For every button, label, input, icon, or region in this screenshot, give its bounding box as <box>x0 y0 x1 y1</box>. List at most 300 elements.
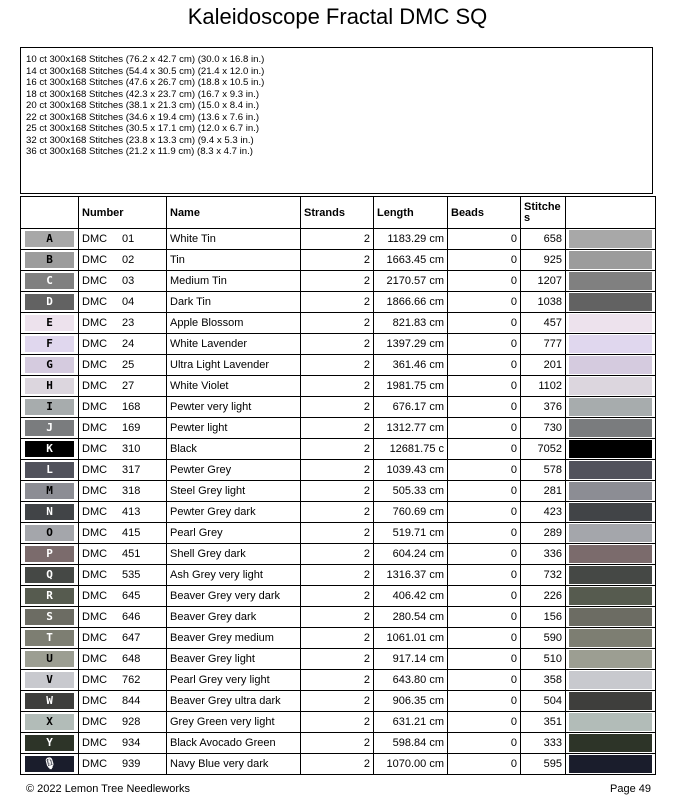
length-cell: 1312.77 cm <box>374 418 448 439</box>
stitches-cell: 730 <box>521 418 566 439</box>
length-cell: 676.17 cm <box>374 397 448 418</box>
length-cell: 1316.37 cm <box>374 565 448 586</box>
color-swatch-cell <box>566 544 656 565</box>
color-swatch <box>569 356 652 374</box>
symbol-chip: Q <box>25 567 74 583</box>
number-cell <box>79 313 167 334</box>
beads-cell: 0 <box>448 334 521 355</box>
color-swatch <box>569 755 652 773</box>
name-cell: White Violet <box>167 376 301 397</box>
number-cell <box>79 376 167 397</box>
table-header-row <box>21 197 656 229</box>
name-cell: Pewter light <box>167 418 301 439</box>
strands-cell: 2 <box>301 712 374 733</box>
table-row <box>21 628 656 649</box>
table-row <box>21 334 656 355</box>
color-swatch <box>569 419 652 437</box>
strands-header: Strands <box>301 197 374 229</box>
symbol-chip: H <box>25 378 74 394</box>
beads-cell: 0 <box>448 439 521 460</box>
brand-label: DMC <box>82 379 108 392</box>
stitches-cell: 226 <box>521 586 566 607</box>
stitches-cell: 777 <box>521 334 566 355</box>
stitches-cell: 333 <box>521 733 566 754</box>
number-cell <box>79 733 167 754</box>
symbol-chip: W <box>25 693 74 709</box>
color-swatch <box>569 335 652 353</box>
stitches-cell: 423 <box>521 502 566 523</box>
symbol-chip: I <box>25 399 74 415</box>
length-cell: 1039.43 cm <box>374 460 448 481</box>
stitches-cell: 1207 <box>521 271 566 292</box>
symbol-cell <box>21 502 79 523</box>
number-cell <box>79 628 167 649</box>
fabric-size-line: 32 ct 300x168 Stitches (23.8 x 13.3 cm) (9.4 x 5.3 in.) <box>26 134 254 146</box>
thread-number: 318 <box>122 484 141 497</box>
thread-number: 24 <box>122 337 135 350</box>
color-swatch <box>569 545 652 563</box>
color-swatch-cell <box>566 670 656 691</box>
symbol-chip: G <box>25 357 74 373</box>
table-row <box>21 481 656 502</box>
symbol-cell <box>21 250 79 271</box>
stitches-cell: 1102 <box>521 376 566 397</box>
beads-cell: 0 <box>448 376 521 397</box>
strands-cell: 2 <box>301 628 374 649</box>
name-header: Name <box>167 197 301 229</box>
color-swatch-cell <box>566 418 656 439</box>
color-swatch-cell <box>566 586 656 607</box>
number-cell <box>79 607 167 628</box>
length-cell: 1183.29 cm <box>374 229 448 250</box>
beads-cell: 0 <box>448 754 521 775</box>
beads-cell: 0 <box>448 628 521 649</box>
beads-cell: 0 <box>448 460 521 481</box>
symbol-cell <box>21 313 79 334</box>
color-swatch-cell <box>566 355 656 376</box>
stitches-cell: 510 <box>521 649 566 670</box>
length-cell: 821.83 cm <box>374 313 448 334</box>
color-swatch-cell <box>566 565 656 586</box>
thread-number: 04 <box>122 295 135 308</box>
brand-label: DMC <box>82 757 108 770</box>
strands-cell: 2 <box>301 565 374 586</box>
brand-label: DMC <box>82 232 108 245</box>
symbol-cell <box>21 460 79 481</box>
stitches-cell: 351 <box>521 712 566 733</box>
symbol-cell <box>21 691 79 712</box>
stitches-cell: 578 <box>521 460 566 481</box>
stitches-cell: 289 <box>521 523 566 544</box>
symbol-cell <box>21 439 79 460</box>
color-swatch-cell <box>566 460 656 481</box>
stitches-cell: 281 <box>521 481 566 502</box>
color-swatch <box>569 377 652 395</box>
brand-label: DMC <box>82 589 108 602</box>
symbol-cell <box>21 628 79 649</box>
brand-label: DMC <box>82 484 108 497</box>
beads-cell: 0 <box>448 418 521 439</box>
table-row <box>21 460 656 481</box>
beads-cell: 0 <box>448 481 521 502</box>
symbol-chip: X <box>25 714 74 730</box>
color-swatch <box>569 629 652 647</box>
length-cell: 1663.45 cm <box>374 250 448 271</box>
fabric-sizes-box <box>20 47 653 194</box>
number-cell <box>79 544 167 565</box>
symbol-cell <box>21 376 79 397</box>
brand-label: DMC <box>82 568 108 581</box>
length-cell: 2170.57 cm <box>374 271 448 292</box>
name-cell: Medium Tin <box>167 271 301 292</box>
name-cell: Beaver Grey dark <box>167 607 301 628</box>
symbol-chip: E <box>25 315 74 331</box>
fabric-size-line: 22 ct 300x168 Stitches (34.6 x 19.4 cm) (13.6 x 7.6 in.) <box>26 111 260 123</box>
fabric-size-line: 14 ct 300x168 Stitches (54.4 x 30.5 cm) (21.4 x 12.0 in.) <box>26 65 265 77</box>
color-swatch-cell <box>566 271 656 292</box>
stitches-cell: 925 <box>521 250 566 271</box>
length-cell: 280.54 cm <box>374 607 448 628</box>
strands-cell: 2 <box>301 250 374 271</box>
symbol-chip: J <box>25 420 74 436</box>
color-swatch-cell <box>566 334 656 355</box>
page-number: Page 49 <box>610 783 651 795</box>
strands-cell: 2 <box>301 334 374 355</box>
name-cell: Ash Grey very light <box>167 565 301 586</box>
color-swatch-cell <box>566 712 656 733</box>
symbol-chip: 🎙 <box>25 756 74 772</box>
number-header: Number <box>79 197 167 229</box>
number-cell <box>79 334 167 355</box>
fabric-size-line: 20 ct 300x168 Stitches (38.1 x 21.3 cm) (15.0 x 8.4 in.) <box>26 100 260 111</box>
length-cell: 604.24 cm <box>374 544 448 565</box>
length-cell: 1061.01 cm <box>374 628 448 649</box>
symbol-cell <box>21 418 79 439</box>
brand-label: DMC <box>82 505 108 518</box>
brand-label: DMC <box>82 694 108 707</box>
beads-cell: 0 <box>448 250 521 271</box>
color-swatch-cell <box>566 481 656 502</box>
number-cell <box>79 460 167 481</box>
color-swatch-cell <box>566 250 656 271</box>
name-cell: Pewter Grey <box>167 460 301 481</box>
name-cell: Grey Green very light <box>167 712 301 733</box>
thread-number: 535 <box>122 568 141 581</box>
table-row <box>21 418 656 439</box>
table-row <box>21 649 656 670</box>
table-row <box>21 670 656 691</box>
name-cell: White Tin <box>167 229 301 250</box>
length-header: Length <box>374 197 448 229</box>
brand-label: DMC <box>82 337 108 350</box>
brand-label: DMC <box>82 400 108 413</box>
name-cell: Pearl Grey very light <box>167 670 301 691</box>
strands-cell: 2 <box>301 376 374 397</box>
color-swatch <box>569 713 652 731</box>
thread-number: 03 <box>122 274 135 287</box>
length-cell: 917.14 cm <box>374 649 448 670</box>
symbol-chip: C <box>25 273 74 289</box>
thread-number: 762 <box>122 673 141 686</box>
length-cell: 598.84 cm <box>374 733 448 754</box>
symbol-chip: Y <box>25 735 74 751</box>
color-swatch <box>569 587 652 605</box>
thread-number: 647 <box>122 631 141 644</box>
color-swatch <box>569 398 652 416</box>
strands-cell: 2 <box>301 292 374 313</box>
color-swatch <box>569 314 652 332</box>
brand-label: DMC <box>82 715 108 728</box>
symbol-chip: D <box>25 294 74 310</box>
symbol-cell <box>21 523 79 544</box>
length-cell: 361.46 cm <box>374 355 448 376</box>
stitches-cell: 201 <box>521 355 566 376</box>
length-cell: 1981.75 cm <box>374 376 448 397</box>
name-cell: White Lavender <box>167 334 301 355</box>
symbol-chip: K <box>25 441 74 457</box>
brand-label: DMC <box>82 547 108 560</box>
length-cell: 1070.00 cm <box>374 754 448 775</box>
symbol-cell <box>21 754 79 775</box>
color-swatch-cell <box>566 229 656 250</box>
strands-cell: 2 <box>301 481 374 502</box>
number-cell <box>79 523 167 544</box>
number-cell <box>79 691 167 712</box>
number-cell <box>79 355 167 376</box>
name-cell: Beaver Grey ultra dark <box>167 691 301 712</box>
brand-label: DMC <box>82 358 108 371</box>
number-cell <box>79 670 167 691</box>
name-cell: Ultra Light Lavender <box>167 355 301 376</box>
number-cell <box>79 271 167 292</box>
stitches-cell: 595 <box>521 754 566 775</box>
brand-label: DMC <box>82 442 108 455</box>
symbol-cell <box>21 733 79 754</box>
length-cell: 643.80 cm <box>374 670 448 691</box>
strands-cell: 2 <box>301 271 374 292</box>
number-cell <box>79 754 167 775</box>
symbol-chip: V <box>25 672 74 688</box>
number-cell <box>79 250 167 271</box>
color-swatch <box>569 671 652 689</box>
beads-cell: 0 <box>448 649 521 670</box>
name-cell: Beaver Grey medium <box>167 628 301 649</box>
fabric-size-line: 10 ct 300x168 Stitches (76.2 x 42.7 cm) (30.0 x 16.8 in.) <box>26 54 265 65</box>
name-cell: Tin <box>167 250 301 271</box>
stitches-cell: 7052 <box>521 439 566 460</box>
beads-cell: 0 <box>448 355 521 376</box>
thread-number: 310 <box>122 442 141 455</box>
brand-label: DMC <box>82 316 108 329</box>
symbol-cell <box>21 670 79 691</box>
copyright-text: © 2022 Lemon Tree Needleworks <box>26 783 191 795</box>
color-swatch-cell <box>566 691 656 712</box>
symbol-header <box>21 197 79 229</box>
stitches-cell: 1038 <box>521 292 566 313</box>
beads-cell: 0 <box>448 502 521 523</box>
length-cell: 760.69 cm <box>374 502 448 523</box>
color-swatch <box>569 251 652 269</box>
table-row <box>21 586 656 607</box>
stitches-cell: 732 <box>521 565 566 586</box>
thread-number: 25 <box>122 358 135 371</box>
beads-cell: 0 <box>448 565 521 586</box>
brand-label: DMC <box>82 463 108 476</box>
length-cell: 12681.75 c <box>374 439 448 460</box>
symbol-cell <box>21 481 79 502</box>
strands-cell: 2 <box>301 523 374 544</box>
beads-cell: 0 <box>448 607 521 628</box>
number-cell <box>79 292 167 313</box>
table-row <box>21 607 656 628</box>
strands-cell: 2 <box>301 670 374 691</box>
symbol-cell <box>21 586 79 607</box>
name-cell: Steel Grey light <box>167 481 301 502</box>
strands-cell: 2 <box>301 313 374 334</box>
stitches-cell: 156 <box>521 607 566 628</box>
brand-label: DMC <box>82 253 108 266</box>
thread-number: 928 <box>122 715 141 728</box>
brand-label: DMC <box>82 736 108 749</box>
strands-cell: 2 <box>301 229 374 250</box>
stitches-cell: 457 <box>521 313 566 334</box>
name-cell: Dark Tin <box>167 292 301 313</box>
number-cell <box>79 502 167 523</box>
table-row <box>21 502 656 523</box>
table-row <box>21 754 656 775</box>
fabric-size-line: 25 ct 300x168 Stitches (30.5 x 17.1 cm) (12.0 x 6.7 in.) <box>26 123 260 134</box>
beads-cell: 0 <box>448 544 521 565</box>
symbol-chip: A <box>25 231 74 247</box>
symbol-chip: F <box>25 336 74 352</box>
symbol-cell <box>21 334 79 355</box>
color-swatch-cell <box>566 397 656 418</box>
beads-cell: 0 <box>448 229 521 250</box>
thread-number: 168 <box>122 400 141 413</box>
name-cell: Beaver Grey light <box>167 649 301 670</box>
color-swatch-cell <box>566 628 656 649</box>
color-swatch-cell <box>566 313 656 334</box>
beads-cell: 0 <box>448 271 521 292</box>
thread-number: 415 <box>122 526 141 539</box>
table-row <box>21 313 656 334</box>
beads-cell: 0 <box>448 523 521 544</box>
brand-label: DMC <box>82 652 108 665</box>
beads-cell: 0 <box>448 313 521 334</box>
name-cell: Navy Blue very dark <box>167 754 301 775</box>
table-row <box>21 292 656 313</box>
symbol-cell <box>21 712 79 733</box>
name-cell: Pewter very light <box>167 397 301 418</box>
thread-number: 23 <box>122 316 135 329</box>
length-cell: 631.21 cm <box>374 712 448 733</box>
color-swatch-cell <box>566 607 656 628</box>
color-swatch <box>569 692 652 710</box>
beads-cell: 0 <box>448 586 521 607</box>
name-cell: Apple Blossom <box>167 313 301 334</box>
number-cell <box>79 649 167 670</box>
symbol-chip: O <box>25 525 74 541</box>
color-swatch <box>569 650 652 668</box>
table-row <box>21 229 656 250</box>
thread-number: 02 <box>122 253 135 266</box>
thread-table <box>20 196 656 775</box>
name-cell: Shell Grey dark <box>167 544 301 565</box>
beads-header: Beads <box>448 197 521 229</box>
color-swatch-cell <box>566 649 656 670</box>
strands-cell: 2 <box>301 649 374 670</box>
beads-cell: 0 <box>448 733 521 754</box>
symbol-chip: R <box>25 588 74 604</box>
brand-label: DMC <box>82 274 108 287</box>
thread-number: 01 <box>122 232 135 245</box>
symbol-cell <box>21 544 79 565</box>
symbol-chip: T <box>25 630 74 646</box>
table-row <box>21 397 656 418</box>
brand-label: DMC <box>82 295 108 308</box>
strands-cell: 2 <box>301 586 374 607</box>
stitches-cell: 336 <box>521 544 566 565</box>
stitches-cell: 358 <box>521 670 566 691</box>
color-swatch-cell <box>566 376 656 397</box>
color-swatch-cell <box>566 502 656 523</box>
name-cell: Black <box>167 439 301 460</box>
symbol-chip: S <box>25 609 74 625</box>
fabric-size-line: 16 ct 300x168 Stitches (47.6 x 26.7 cm) (18.8 x 10.5 in.) <box>26 77 265 88</box>
beads-cell: 0 <box>448 670 521 691</box>
symbol-cell <box>21 271 79 292</box>
symbol-chip: M <box>25 483 74 499</box>
swatch-header <box>566 197 656 229</box>
color-swatch <box>569 440 652 458</box>
color-swatch-cell <box>566 439 656 460</box>
brand-label: DMC <box>82 421 108 434</box>
table-row <box>21 691 656 712</box>
strands-cell: 2 <box>301 607 374 628</box>
strands-cell: 2 <box>301 733 374 754</box>
length-cell: 1397.29 cm <box>374 334 448 355</box>
length-cell: 1866.66 cm <box>374 292 448 313</box>
stitches-cell: 590 <box>521 628 566 649</box>
color-swatch <box>569 293 652 311</box>
length-cell: 906.35 cm <box>374 691 448 712</box>
color-swatch <box>569 608 652 626</box>
number-cell <box>79 565 167 586</box>
color-swatch <box>569 503 652 521</box>
beads-cell: 0 <box>448 292 521 313</box>
table-row <box>21 376 656 397</box>
strands-cell: 2 <box>301 502 374 523</box>
length-cell: 519.71 cm <box>374 523 448 544</box>
color-swatch-cell <box>566 523 656 544</box>
color-swatch-cell <box>566 733 656 754</box>
symbol-cell <box>21 292 79 313</box>
table-row <box>21 355 656 376</box>
symbol-cell <box>21 397 79 418</box>
thread-number: 645 <box>122 589 141 602</box>
strands-cell: 2 <box>301 754 374 775</box>
length-cell: 505.33 cm <box>374 481 448 502</box>
strands-cell: 2 <box>301 460 374 481</box>
brand-label: DMC <box>82 526 108 539</box>
symbol-chip: B <box>25 252 74 268</box>
number-cell <box>79 418 167 439</box>
thread-number: 844 <box>122 694 141 707</box>
stitches-header: Stitches <box>521 197 566 229</box>
symbol-cell <box>21 565 79 586</box>
number-cell <box>79 439 167 460</box>
color-swatch <box>569 482 652 500</box>
